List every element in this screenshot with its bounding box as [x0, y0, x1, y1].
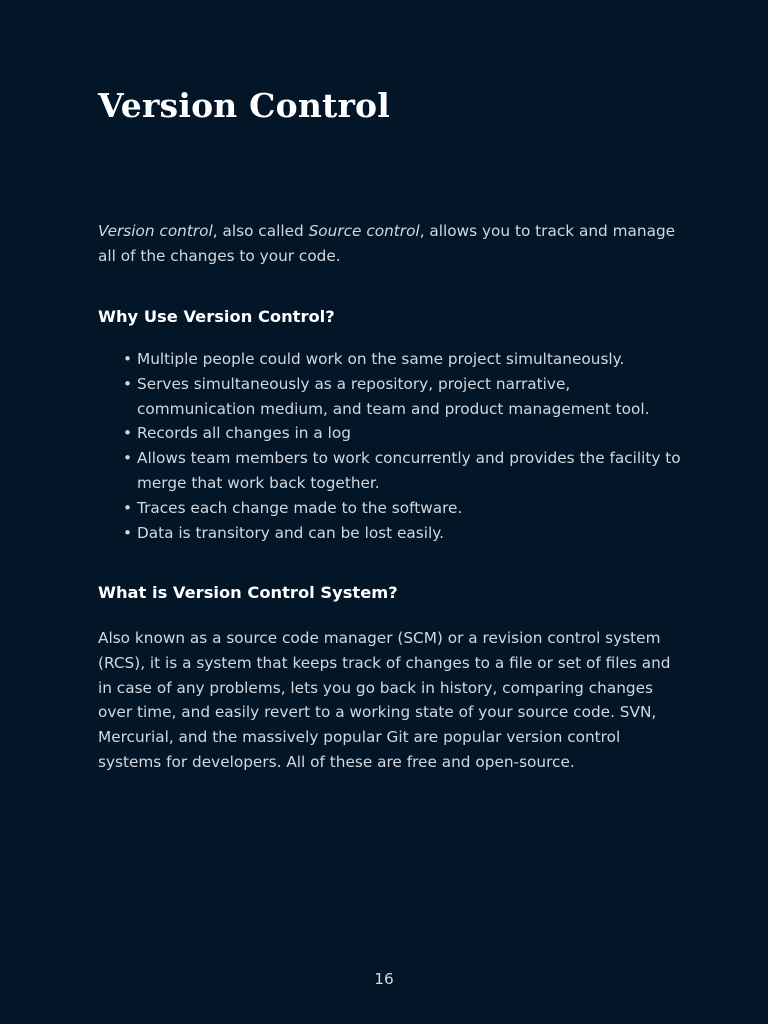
list-item [98, 496, 688, 521]
intro-term-version-control: Version control [98, 222, 213, 240]
what-heading: What is Version Control System? [98, 583, 398, 602]
list-item [98, 347, 688, 372]
list-item-text: Serves simultaneously as a repository, project narrative, communication medium, and team and product management tool. [137, 374, 650, 418]
list-item [98, 372, 688, 422]
list-item-text: Records all changes in a log [137, 424, 351, 443]
bullet-icon: • [123, 449, 133, 468]
why-bullet-list [98, 347, 688, 545]
intro-paragraph [98, 219, 678, 269]
bullet-icon: • [123, 523, 133, 542]
list-item-text: Allows team members to work concurrently and provides the facility to merge that work back together. [137, 449, 681, 492]
list-item-text: Traces each change made to the software. [137, 498, 463, 517]
why-heading: Why Use Version Control? [98, 307, 335, 326]
page-title: Version Control [98, 86, 391, 125]
list-item [98, 446, 688, 496]
list-item [98, 421, 688, 446]
intro-text-1: , also called [212, 222, 309, 240]
bullet-icon: • [123, 350, 133, 368]
what-paragraph: Also known as a source code manager (SCM) or a revision control system (RCS), it is a system that keeps track of changes to a file or set of files and in case of any problems, lets you go back in history, comparing changes over time, and easily revert to a working state of your source code. SVN, Mercurial, and the massively popular Git are popular version control systems for developers. All of these are free and open-source. [98, 629, 671, 771]
list-item-text: Multiple people could work on the same project simultaneously. [137, 350, 625, 368]
page-number: 16 [374, 970, 394, 988]
bullet-icon: • [123, 498, 133, 517]
bullet-icon: • [123, 374, 133, 393]
list-item-text: Data is transitory and can be lost easily. [137, 523, 444, 542]
list-item [98, 521, 688, 546]
bullet-icon: • [123, 424, 133, 443]
intro-term-source-control: Source control [308, 222, 420, 240]
intro-text-2: , allows you to track and manage all of the changes to your code. [98, 222, 676, 265]
